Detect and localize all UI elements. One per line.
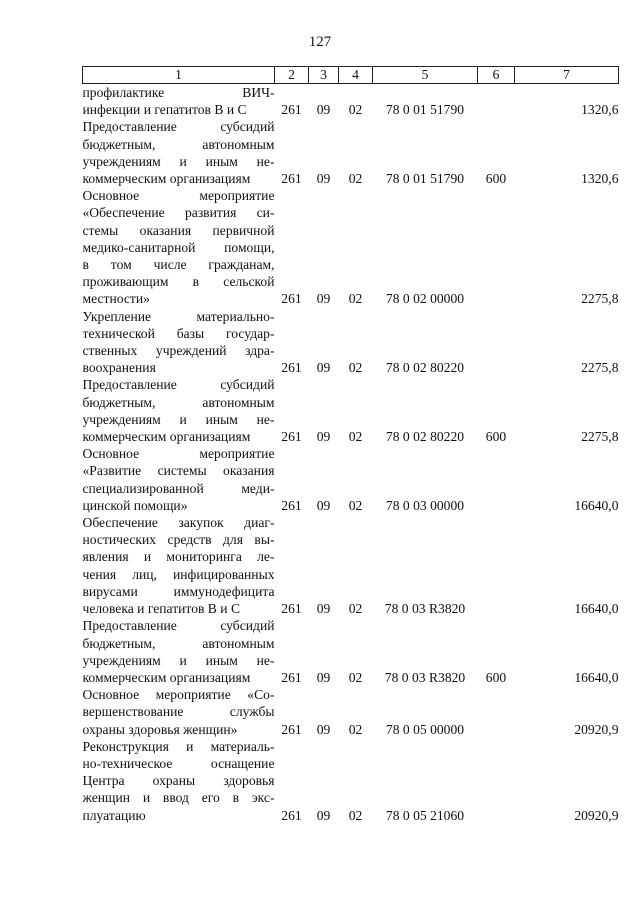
- row-code-admin: 261: [281, 721, 302, 737]
- description-line: плуатацию: [82, 807, 146, 823]
- row-code-section: 09: [316, 497, 331, 513]
- description-line: профилактике ВИЧ-: [82, 85, 275, 100]
- row-description: [83, 308, 275, 377]
- description-line: специализированной меди-: [82, 480, 275, 496]
- row-code-admin: 261: [281, 171, 302, 187]
- header-col-1: 1: [83, 67, 275, 84]
- row-expense-type: 600: [485, 171, 507, 187]
- row-code-admin: 261: [281, 429, 302, 445]
- table-row: [83, 514, 619, 617]
- row-description: [83, 187, 275, 307]
- row-code-admin: 261: [281, 360, 302, 376]
- row-amount: 2275,8: [581, 291, 619, 307]
- description-line: Укрепление материально-: [82, 308, 275, 324]
- row-code-admin: 261: [281, 807, 302, 823]
- description-line: бюджетным, автономным: [82, 394, 275, 410]
- description-line: охраны здоровья женщин»: [82, 721, 238, 737]
- row-expense-type: 600: [485, 429, 507, 445]
- row-code-section: 09: [316, 429, 331, 445]
- description-line: местности»: [82, 291, 150, 307]
- header-col-7: 7: [515, 67, 619, 84]
- description-line: но-техническое оснащение: [82, 755, 275, 771]
- row-expense-type: [478, 514, 515, 617]
- description-line: «Обеспечение развития си-: [82, 205, 275, 221]
- description-line: явления и мониторинга ле-: [82, 549, 275, 565]
- row-description: [83, 445, 275, 514]
- row-description: [83, 686, 275, 738]
- description-line: ственных учреждений здра-: [82, 343, 275, 359]
- table-row: [83, 84, 619, 119]
- description-line: Центра охраны здоровья: [82, 773, 275, 789]
- description-line: коммерческим организациям: [82, 669, 251, 685]
- row-code-admin: 261: [281, 291, 302, 307]
- row-code-subsection: 02: [348, 360, 363, 376]
- row-amount: 16640,0: [574, 497, 619, 513]
- description-line: Предоставление субсидий: [82, 618, 275, 634]
- description-line: учреждениям и иным не-: [82, 652, 275, 668]
- description-line: ностических средств для вы-: [82, 532, 275, 548]
- description-line: проживающим в сельской: [82, 274, 275, 290]
- description-line: технической базы государ-: [82, 325, 275, 341]
- row-code-subsection: 02: [348, 429, 363, 445]
- description-line: Основное мероприятие «Со-: [82, 687, 275, 703]
- row-description: [83, 514, 275, 617]
- description-line: коммерческим организациям: [82, 429, 251, 445]
- description-line: чения лиц, инфицированных: [82, 566, 275, 582]
- row-target-article: 78 0 05 00000: [385, 721, 465, 737]
- row-code-section: 09: [316, 721, 331, 737]
- header-row: [83, 67, 619, 84]
- row-code-section: 09: [316, 360, 331, 376]
- row-description: [83, 617, 275, 686]
- row-target-article: 78 0 05 21060: [385, 807, 465, 823]
- header-col-4: 4: [339, 67, 373, 84]
- row-target-article: 78 0 02 80220: [385, 360, 465, 376]
- description-line: Предоставление субсидий: [82, 119, 275, 135]
- table-row: [83, 187, 619, 307]
- description-line: бюджетным, автономным: [82, 635, 275, 651]
- row-code-section: 09: [316, 171, 331, 187]
- table-row: [83, 686, 619, 738]
- row-expense-type: [478, 445, 515, 514]
- description-line: в том числе гражданам,: [82, 257, 275, 273]
- row-amount: 1320,6: [581, 102, 619, 118]
- row-target-article: 78 0 02 80220: [385, 429, 465, 445]
- table-row: [83, 118, 619, 187]
- description-line: коммерческим организациям: [82, 171, 251, 187]
- row-code-subsection: 02: [348, 669, 363, 685]
- row-code-subsection: 02: [348, 721, 363, 737]
- row-expense-type: [478, 84, 515, 119]
- row-amount: 16640,0: [574, 601, 619, 617]
- header-col-5: 5: [373, 67, 478, 84]
- row-description: [83, 738, 275, 824]
- row-code-subsection: 02: [348, 807, 363, 823]
- row-description: [83, 376, 275, 445]
- description-line: учреждениям и иным не-: [82, 411, 275, 427]
- row-code-section: 09: [316, 807, 331, 823]
- row-code-section: 09: [316, 102, 331, 118]
- row-target-article: 78 0 03 R3820: [384, 601, 466, 617]
- row-code-section: 09: [316, 669, 331, 685]
- row-amount: 2275,8: [581, 429, 619, 445]
- header-col-2: 2: [275, 67, 309, 84]
- table-row: [83, 308, 619, 377]
- description-line: женщин и ввод его в экс-: [82, 790, 275, 806]
- description-line: цинской помощи»: [82, 497, 188, 513]
- description-line: медико-санитарной помощи,: [82, 239, 275, 255]
- row-expense-type: [478, 187, 515, 307]
- row-amount: 16640,0: [574, 669, 619, 685]
- description-line: вершенствование службы: [82, 704, 275, 720]
- table-row: [83, 445, 619, 514]
- row-code-subsection: 02: [348, 291, 363, 307]
- row-target-article: 78 0 01 51790: [385, 102, 465, 118]
- row-target-article: 78 0 03 00000: [385, 497, 465, 513]
- description-line: Обеспечение закупок диаг-: [82, 515, 275, 531]
- description-line: бюджетным, автономным: [82, 136, 275, 152]
- description-line: Реконструкция и материаль-: [82, 738, 275, 754]
- row-expense-type: [478, 686, 515, 738]
- description-line: воохранения: [82, 360, 156, 376]
- row-code-subsection: 02: [348, 497, 363, 513]
- row-expense-type: [478, 308, 515, 377]
- description-line: вирусами иммунодефицита: [82, 583, 275, 599]
- header-col-3: 3: [309, 67, 339, 84]
- row-code-admin: 261: [281, 102, 302, 118]
- row-amount: 2275,8: [581, 360, 619, 376]
- row-code-admin: 261: [281, 497, 302, 513]
- description-line: инфекции и гепатитов В и С: [82, 102, 247, 118]
- description-line: Основное мероприятие: [82, 446, 275, 462]
- row-amount: 20920,9: [574, 721, 619, 737]
- row-amount: 1320,6: [581, 171, 619, 187]
- row-code-subsection: 02: [348, 601, 363, 617]
- page-number: 127: [308, 34, 332, 50]
- row-code-admin: 261: [281, 601, 302, 617]
- description-line: учреждениям и иным не-: [82, 153, 275, 169]
- budget-table: [82, 66, 619, 824]
- row-expense-type: 600: [485, 669, 507, 685]
- row-amount: 20920,9: [574, 807, 619, 823]
- row-description: [83, 118, 275, 187]
- row-target-article: 78 0 03 R3820: [384, 669, 466, 685]
- description-line: человека и гепатитов В и С: [82, 601, 241, 617]
- row-target-article: 78 0 02 00000: [385, 291, 465, 307]
- row-code-admin: 261: [281, 669, 302, 685]
- description-line: Основное мероприятие: [82, 188, 275, 204]
- description-line: стемы оказания первичной: [82, 222, 275, 238]
- row-code-subsection: 02: [348, 171, 363, 187]
- header-col-6: 6: [478, 67, 515, 84]
- row-code-subsection: 02: [348, 102, 363, 118]
- table-row: [83, 738, 619, 824]
- description-line: «Развитие системы оказания: [82, 463, 275, 479]
- table-row: [83, 376, 619, 445]
- row-description: [83, 84, 275, 119]
- row-code-section: 09: [316, 291, 331, 307]
- row-target-article: 78 0 01 51790: [385, 171, 465, 187]
- table-row: [83, 617, 619, 686]
- row-expense-type: [478, 738, 515, 824]
- description-line: Предоставление субсидий: [82, 377, 275, 393]
- row-code-section: 09: [316, 601, 331, 617]
